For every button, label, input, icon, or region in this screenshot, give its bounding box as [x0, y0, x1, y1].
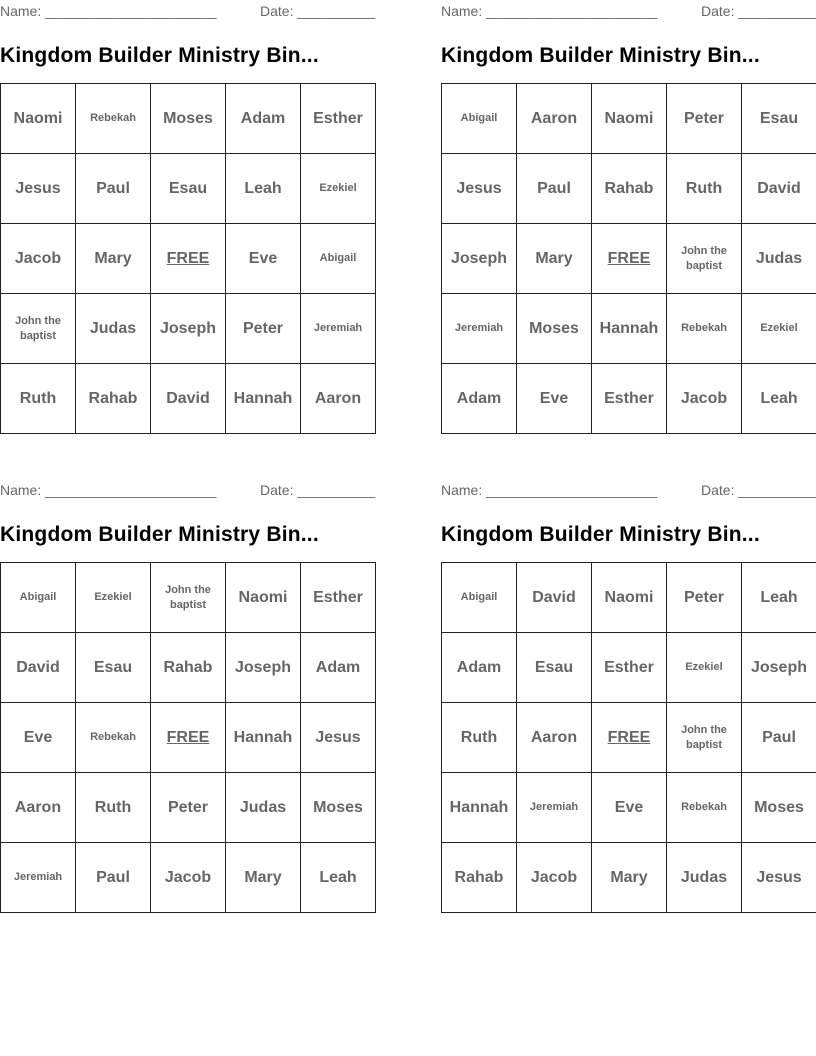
- bingo-cell: Esther: [592, 364, 667, 434]
- bingo-cell: Eve: [1, 703, 76, 773]
- bingo-cell: David: [151, 364, 226, 434]
- bingo-row: [442, 294, 816, 364]
- free-space: FREE: [151, 224, 226, 294]
- bingo-cell: Jacob: [517, 843, 592, 913]
- bingo-cell: Judas: [742, 224, 816, 294]
- date-field: Date: __________: [701, 3, 816, 19]
- bingo-row: [1, 154, 376, 224]
- bingo-cell: Jacob: [667, 364, 742, 434]
- bingo-cell: Mary: [592, 843, 667, 913]
- card-header-fields: [441, 3, 816, 21]
- bingo-grid: [0, 83, 376, 434]
- free-space: FREE: [592, 224, 667, 294]
- bingo-cell: Jeremiah: [517, 773, 592, 843]
- bingo-cell: Joseph: [226, 633, 301, 703]
- bingo-cell: Rebekah: [76, 703, 151, 773]
- bingo-cell: Abigail: [1, 563, 76, 633]
- name-field: Name: ______________________: [441, 482, 658, 498]
- bingo-cell: Ruth: [76, 773, 151, 843]
- bingo-grid: [0, 562, 376, 913]
- bingo-cell: Ezekiel: [76, 563, 151, 633]
- card-header-fields: [0, 3, 375, 21]
- bingo-cell: Rahab: [442, 843, 517, 913]
- bingo-row: [1, 364, 376, 434]
- bingo-cell: Judas: [226, 773, 301, 843]
- bingo-cell: Joseph: [742, 633, 816, 703]
- bingo-row: [442, 703, 816, 773]
- bingo-row: [1, 703, 376, 773]
- bingo-cell: David: [742, 154, 816, 224]
- bingo-row: [442, 633, 816, 703]
- bingo-cell: Aaron: [517, 703, 592, 773]
- bingo-cell: Adam: [301, 633, 376, 703]
- bingo-cell: Esther: [592, 633, 667, 703]
- card-title: Kingdom Builder Ministry Bin...: [0, 523, 319, 546]
- bingo-row: [442, 154, 816, 224]
- bingo-cell: Aaron: [517, 84, 592, 154]
- bingo-row: [442, 773, 816, 843]
- bingo-cell: Esau: [76, 633, 151, 703]
- bingo-cell: Paul: [742, 703, 816, 773]
- bingo-cell: Jacob: [1, 224, 76, 294]
- bingo-cell: Esther: [301, 563, 376, 633]
- bingo-cell: Rahab: [151, 633, 226, 703]
- bingo-cell: Eve: [517, 364, 592, 434]
- free-space: FREE: [592, 703, 667, 773]
- bingo-cell: Joseph: [442, 224, 517, 294]
- card-header-fields: [0, 482, 375, 500]
- bingo-cell: Hannah: [226, 364, 301, 434]
- bingo-cell: Mary: [226, 843, 301, 913]
- name-field: Name: ______________________: [0, 3, 217, 19]
- bingo-cell: Ezekiel: [742, 294, 816, 364]
- bingo-cell: Paul: [76, 843, 151, 913]
- bingo-cell: Rahab: [76, 364, 151, 434]
- bingo-cell: Rebekah: [667, 294, 742, 364]
- bingo-cell: Leah: [226, 154, 301, 224]
- name-field: Name: ______________________: [0, 482, 217, 498]
- bingo-cell: Jeremiah: [1, 843, 76, 913]
- bingo-cell: John the baptist: [1, 294, 76, 364]
- bingo-cell: Naomi: [592, 84, 667, 154]
- bingo-cell: Adam: [226, 84, 301, 154]
- bingo-cell: Eve: [226, 224, 301, 294]
- bingo-cell: Abigail: [301, 224, 376, 294]
- bingo-cell: Ezekiel: [301, 154, 376, 224]
- bingo-cell: Jeremiah: [301, 294, 376, 364]
- bingo-cell: Moses: [301, 773, 376, 843]
- bingo-cell: Joseph: [151, 294, 226, 364]
- bingo-cell: Jacob: [151, 843, 226, 913]
- bingo-cell: Esther: [301, 84, 376, 154]
- bingo-cell: Peter: [667, 563, 742, 633]
- bingo-row: [1, 773, 376, 843]
- bingo-cell: Mary: [76, 224, 151, 294]
- card-title: Kingdom Builder Ministry Bin...: [441, 44, 760, 67]
- bingo-cell: Paul: [76, 154, 151, 224]
- bingo-row: [1, 843, 376, 913]
- bingo-cell: Rebekah: [667, 773, 742, 843]
- bingo-cell: Ezekiel: [667, 633, 742, 703]
- bingo-cell: Moses: [151, 84, 226, 154]
- date-field: Date: __________: [260, 482, 376, 498]
- bingo-cell: Paul: [517, 154, 592, 224]
- bingo-row: [1, 84, 376, 154]
- bingo-cell: Leah: [301, 843, 376, 913]
- bingo-row: [1, 294, 376, 364]
- bingo-cell: David: [1, 633, 76, 703]
- bingo-cell: Mary: [517, 224, 592, 294]
- bingo-cell: Ruth: [1, 364, 76, 434]
- bingo-row: [1, 224, 376, 294]
- name-field: Name: ______________________: [441, 3, 658, 19]
- bingo-cell: Jeremiah: [442, 294, 517, 364]
- bingo-cell: Judas: [667, 843, 742, 913]
- bingo-cell: Abigail: [442, 84, 517, 154]
- date-field: Date: __________: [701, 482, 816, 498]
- bingo-cell: Naomi: [226, 563, 301, 633]
- bingo-cell: John the baptist: [667, 224, 742, 294]
- bingo-cell: David: [517, 563, 592, 633]
- bingo-row: [442, 364, 816, 434]
- bingo-cell: Esau: [517, 633, 592, 703]
- bingo-cell: Judas: [76, 294, 151, 364]
- bingo-cell: Naomi: [1, 84, 76, 154]
- bingo-cell: Moses: [742, 773, 816, 843]
- bingo-cell: Esau: [151, 154, 226, 224]
- bingo-row: [442, 224, 816, 294]
- bingo-cell: Ruth: [667, 154, 742, 224]
- bingo-cell: Jesus: [301, 703, 376, 773]
- bingo-cell: Abigail: [442, 563, 517, 633]
- bingo-cell: Peter: [151, 773, 226, 843]
- card-title: Kingdom Builder Ministry Bin...: [0, 44, 319, 67]
- bingo-cell: Esau: [742, 84, 816, 154]
- card-header-fields: [441, 482, 816, 500]
- bingo-grid: [441, 83, 816, 434]
- bingo-cell: Hannah: [442, 773, 517, 843]
- bingo-cell: Leah: [742, 563, 816, 633]
- bingo-cell: Moses: [517, 294, 592, 364]
- bingo-cell: Jesus: [1, 154, 76, 224]
- bingo-row: [1, 633, 376, 703]
- bingo-cell: Rebekah: [76, 84, 151, 154]
- bingo-cell: Eve: [592, 773, 667, 843]
- bingo-cell: Adam: [442, 364, 517, 434]
- bingo-cell: Rahab: [592, 154, 667, 224]
- bingo-row: [1, 563, 376, 633]
- bingo-cell: Hannah: [226, 703, 301, 773]
- bingo-cell: Adam: [442, 633, 517, 703]
- bingo-cell: Naomi: [592, 563, 667, 633]
- bingo-row: [442, 84, 816, 154]
- bingo-row: [442, 563, 816, 633]
- bingo-cell: Jesus: [442, 154, 517, 224]
- bingo-cell: John the baptist: [151, 563, 226, 633]
- bingo-cell: John the baptist: [667, 703, 742, 773]
- bingo-row: [442, 843, 816, 913]
- bingo-cell: Aaron: [1, 773, 76, 843]
- bingo-cell: Ruth: [442, 703, 517, 773]
- card-title: Kingdom Builder Ministry Bin...: [441, 523, 760, 546]
- bingo-cell: Hannah: [592, 294, 667, 364]
- bingo-grid: [441, 562, 816, 913]
- bingo-cell: Leah: [742, 364, 816, 434]
- bingo-cell: Peter: [667, 84, 742, 154]
- bingo-cell: Peter: [226, 294, 301, 364]
- bingo-cell: Aaron: [301, 364, 376, 434]
- bingo-cell: Jesus: [742, 843, 816, 913]
- date-field: Date: __________: [260, 3, 376, 19]
- free-space: FREE: [151, 703, 226, 773]
